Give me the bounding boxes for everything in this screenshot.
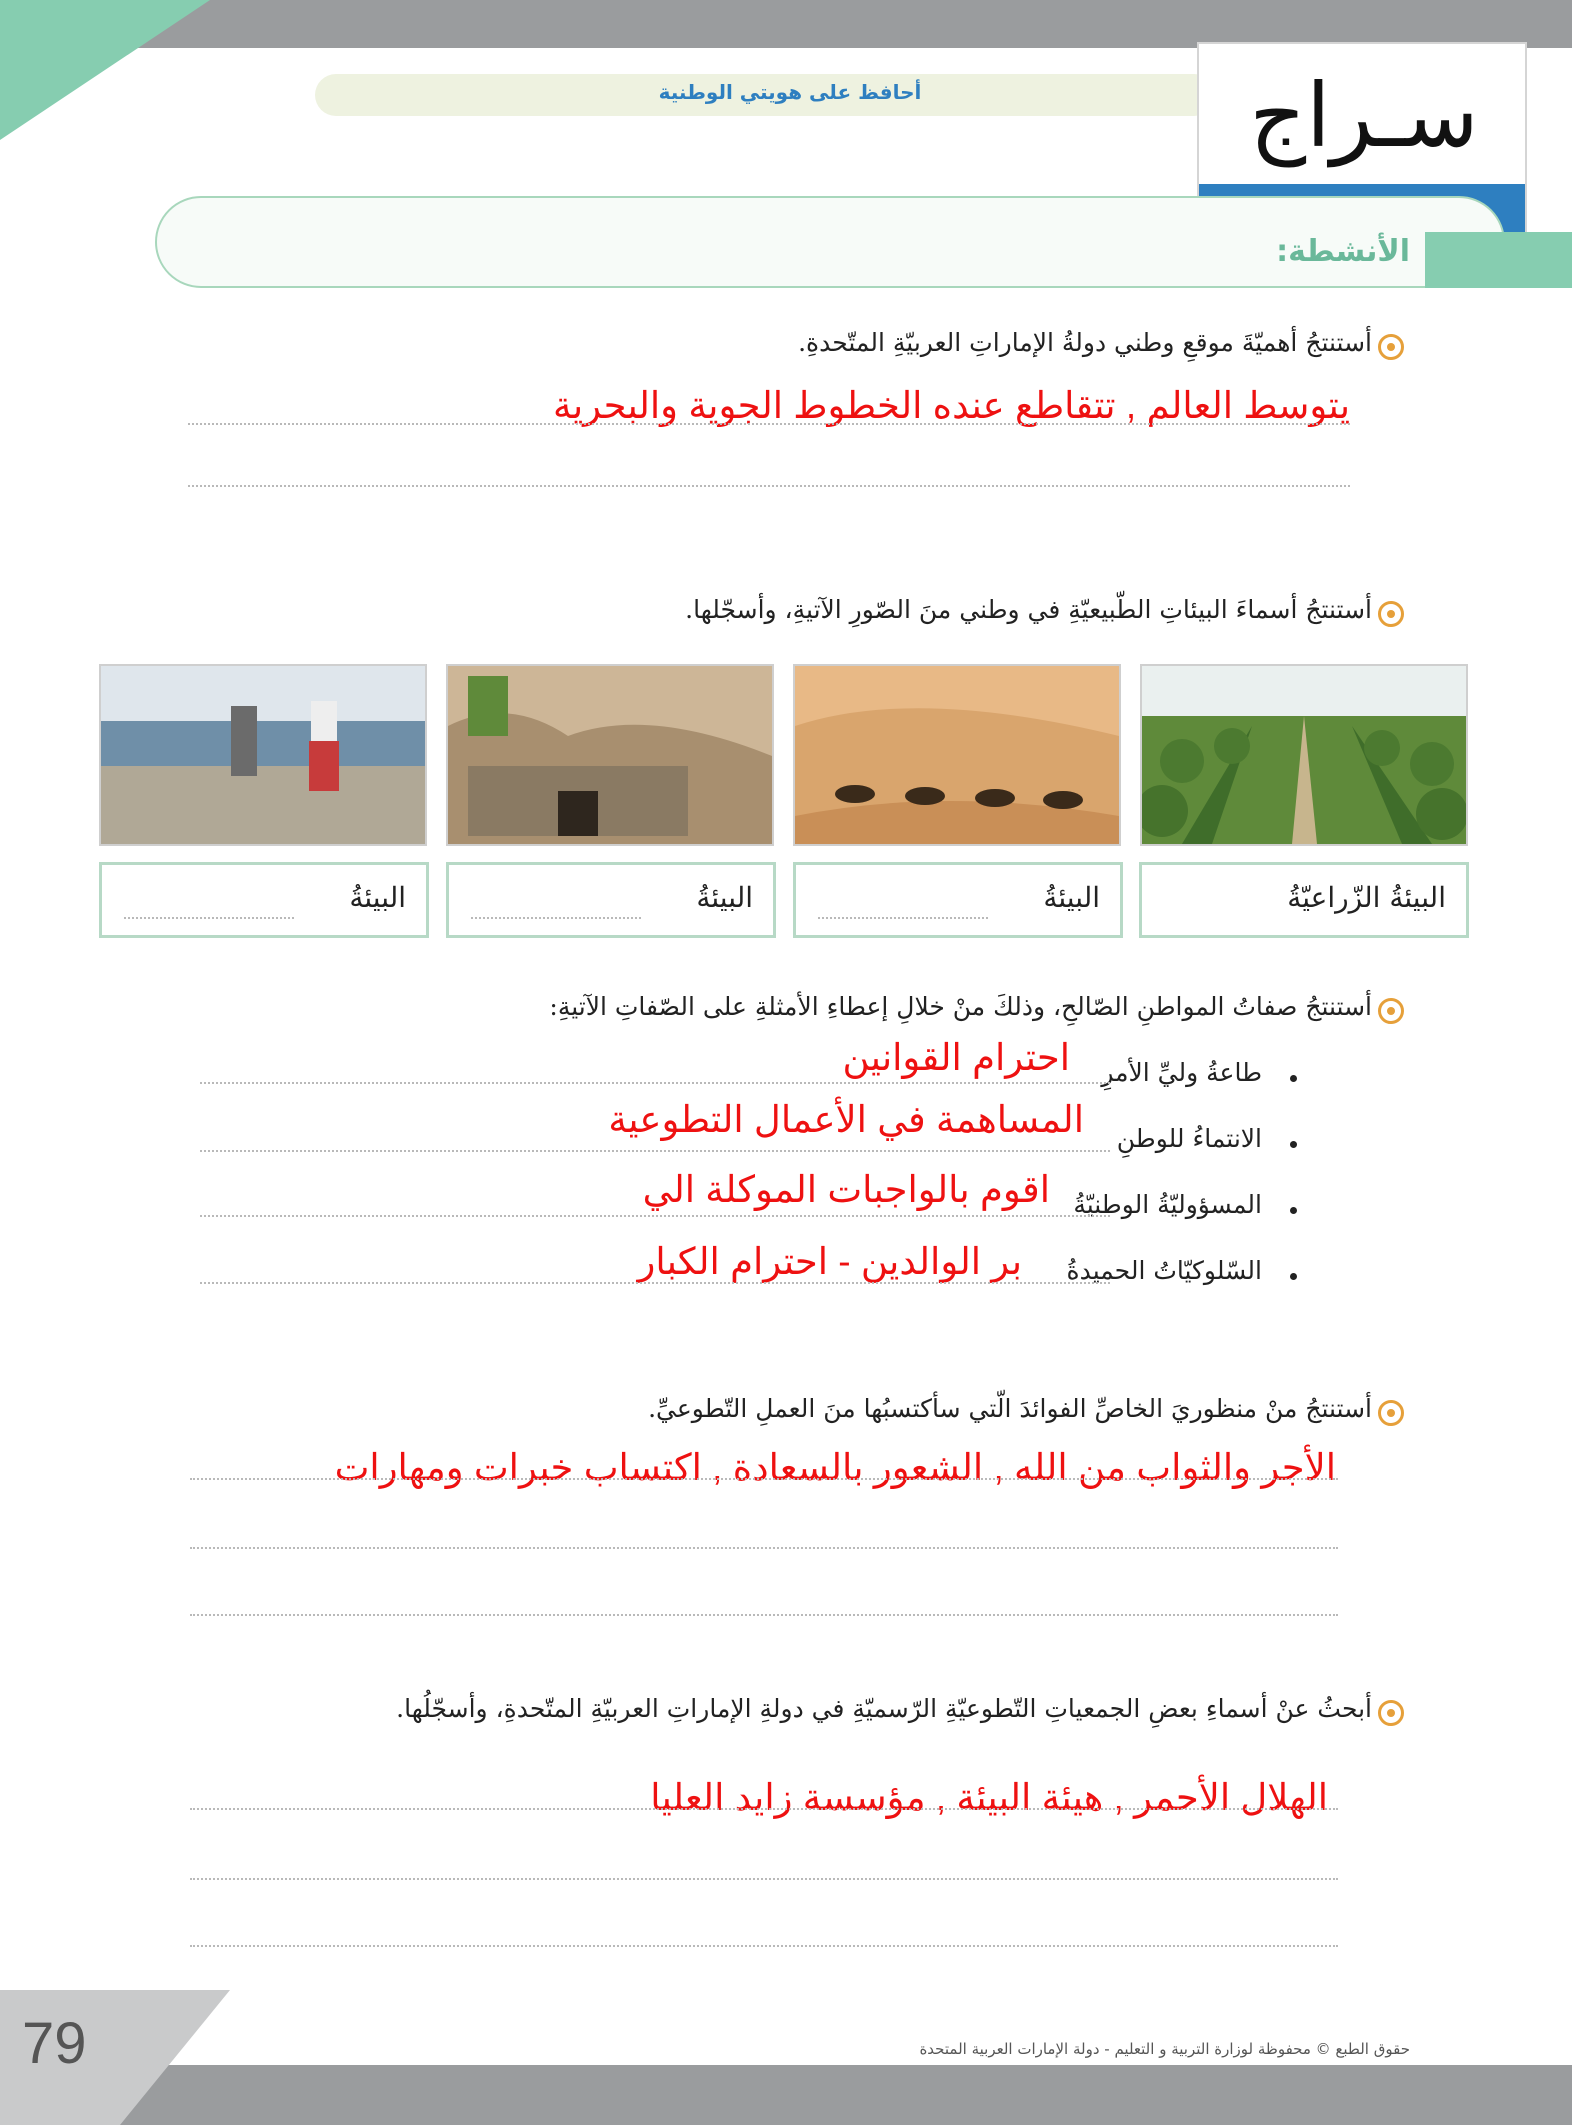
answer-line (190, 1945, 1338, 1947)
trait-answer[interactable]: بر الوالدين - احترام الكبار (637, 1241, 1022, 1282)
question-5-answer[interactable]: الهلال الأحمر , هيئة البيئة , مؤسسة زايد العليا (650, 1777, 1328, 1818)
answer-line[interactable] (471, 917, 641, 919)
answer-line (190, 1878, 1338, 1880)
photo-desert-camels (793, 664, 1121, 846)
target-icon (1378, 334, 1404, 360)
page-tab-decoration (120, 1990, 230, 2125)
bullet (1290, 1207, 1297, 1214)
answer-line (190, 1808, 1338, 1810)
mountain-house-image (448, 666, 772, 844)
target-icon (1378, 1700, 1404, 1726)
page-number: 79 (22, 2011, 87, 2076)
trait-label: طاعةُ وليِّ الأمرِ (1101, 1058, 1262, 1087)
question-5-text: أبحثُ عنْ أسماءِ بعضِ الجمعياتِ التّطوعيّةِ الرّسميّةِ في دولةِ الإماراتِ العربيّةِ المتّحدةِ، وأسجّلُها. (396, 1694, 1372, 1723)
environment-label-box (1139, 862, 1469, 938)
environment-label: البيئةُ الزّراعيّةُ (1287, 881, 1446, 914)
trait-label: المسؤوليّةُ الوطنيّةُ (1073, 1190, 1262, 1219)
section-tab (1425, 232, 1572, 288)
top-corner-decoration (0, 0, 210, 140)
bullet (1290, 1273, 1297, 1280)
trait-label: السّلوكيّاتُ الحميدةُ (1066, 1256, 1262, 1285)
palm-farm-image (1142, 666, 1466, 844)
bullet (1290, 1075, 1297, 1082)
trait-answer[interactable]: اقوم بالواجبات الموكلة الي (642, 1169, 1050, 1210)
sea-fishermen-image (101, 666, 425, 844)
environment-label-box (793, 862, 1123, 938)
target-icon (1378, 998, 1404, 1024)
answer-line[interactable] (818, 917, 988, 919)
bullet (1290, 1141, 1297, 1148)
photo-palm-farm (1140, 664, 1468, 846)
question-2-text: أستنتجُ أسماءَ البيئاتِ الطّبيعيّةِ في وطني منَ الصّورِ الآتيةِ، وأسجّلها. (685, 595, 1372, 624)
target-icon (1378, 601, 1404, 627)
question-3-text: أستنتجُ صفاتُ المواطنِ الصّالحِ، وذلكَ منْ خلالِ إعطاءِ الأمثلةِ على الصّفاتِ الآتيةِ: (549, 992, 1372, 1021)
environment-label-box (446, 862, 776, 938)
environment-label: البيئةُ (696, 881, 753, 914)
trait-answer[interactable]: المساهمة في الأعمال التطوعية (608, 1099, 1084, 1140)
answer-line (188, 485, 1350, 487)
question-1-answer[interactable]: يتوسط العالم , تتقاطع عنده الخطوط الجوية والبحرية (553, 385, 1350, 426)
answer-line (200, 1215, 1110, 1217)
environment-label-box (99, 862, 429, 938)
trait-label: الانتماءُ للوطنِ (1116, 1124, 1262, 1153)
answer-line (200, 1150, 1110, 1152)
trait-answer[interactable]: احترام القوانين (842, 1037, 1070, 1078)
photo-sea-fishermen (99, 664, 427, 846)
environment-label: البيئةُ (1043, 881, 1100, 914)
answer-line (190, 1547, 1338, 1549)
section-label: الأنشطة: (1276, 234, 1410, 269)
environment-label: البيئةُ (349, 881, 406, 914)
answer-line (190, 1614, 1338, 1616)
answer-line (200, 1082, 1110, 1084)
top-bar (0, 0, 1572, 48)
target-icon (1378, 1400, 1404, 1426)
copyright-note: حقوق الطبع © محفوظة لوزارة التربية و التعليم - دولة الإمارات العربية المتحدة (919, 2040, 1410, 2058)
question-4-answer[interactable]: الأجر والثواب من الله , الشعور بالسعادة , اكتساب خبرات ومهارات (334, 1447, 1336, 1488)
bottom-bar (0, 2065, 1572, 2125)
answer-line[interactable] (124, 917, 294, 919)
logo-word: سـراج (1249, 64, 1479, 167)
answer-line (190, 1478, 1338, 1480)
answer-line (188, 423, 1350, 425)
unit-title: أحافظ على هويتي الوطنية (658, 80, 922, 104)
desert-camels-image (795, 666, 1119, 844)
answer-line (200, 1282, 1110, 1284)
photo-mountain-house (446, 664, 774, 846)
question-1-text: أستنتجُ أهميّةَ موقعِ وطني دولةُ الإماراتِ العربيّةِ المتّحدةِ. (798, 328, 1372, 357)
question-4-text: أستنتجُ منْ منظوريَ الخاصِّ الفوائدَ الّتي سأكتسبُها منَ العملِ التّطوعيِّ. (648, 1394, 1372, 1423)
